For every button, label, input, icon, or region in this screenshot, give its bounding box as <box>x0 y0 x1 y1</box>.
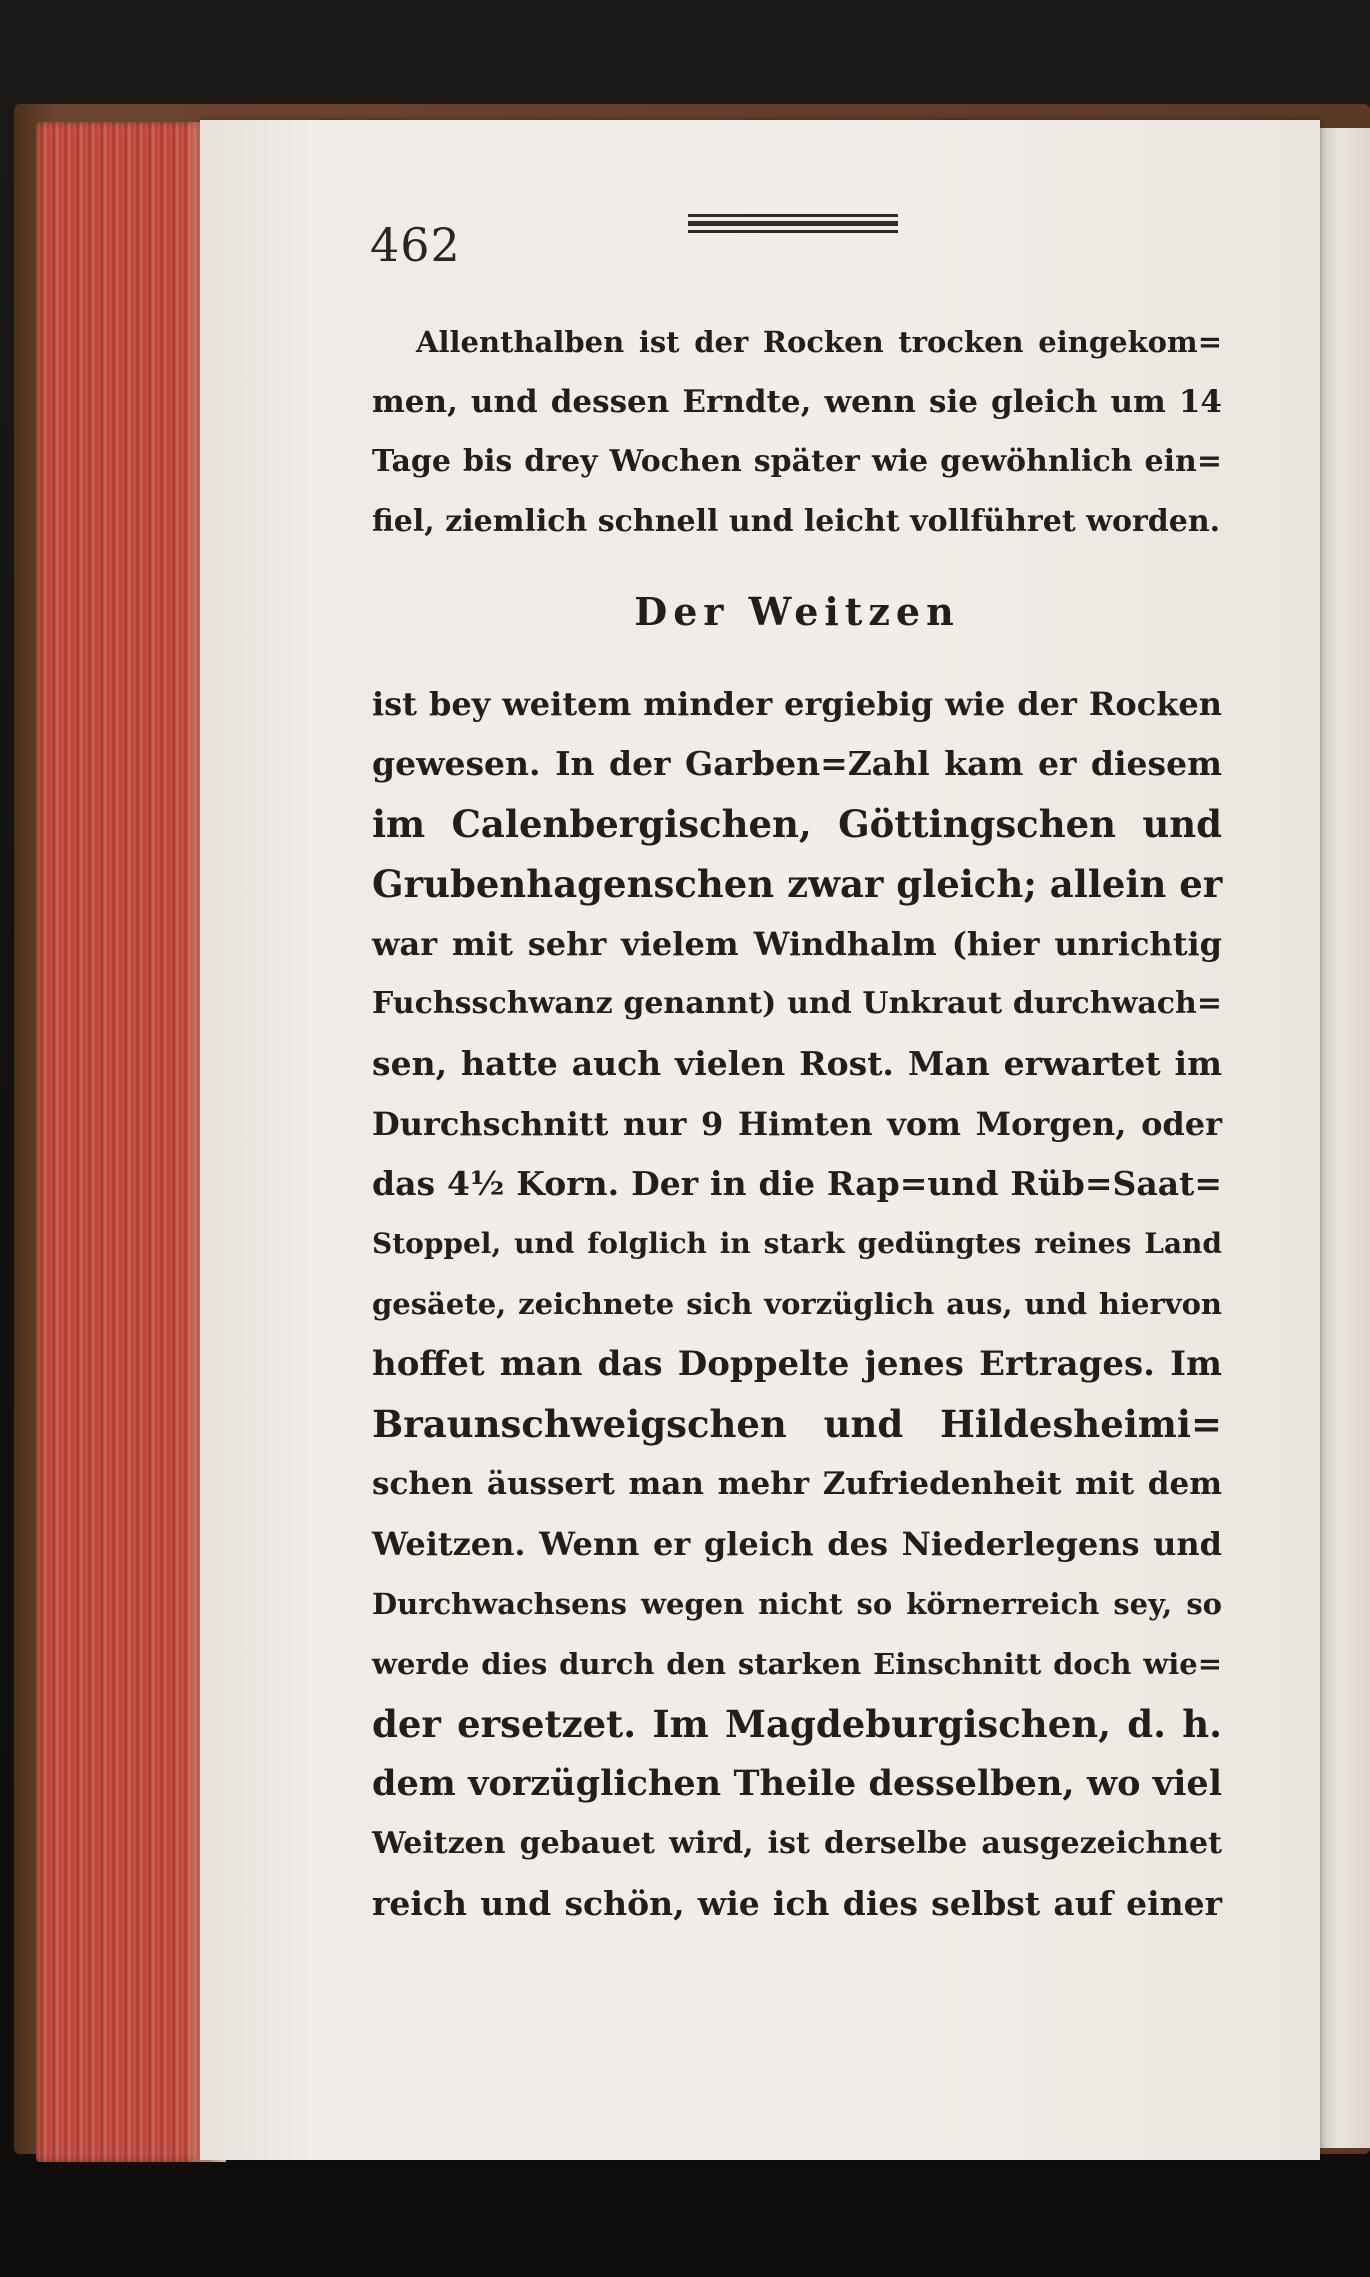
adjacent-page-edge <box>1318 128 1370 2148</box>
text-line: ist bey weitem minder ergiebig wie der Rocken <box>372 685 1222 723</box>
text-line: Grubenhagenschen zwar gleich; allein er <box>372 862 1223 906</box>
text-line: war mit sehr vielem Windhalm (hier unrichtig <box>372 925 1222 963</box>
text-line: Durchwachsens wegen nicht so körnerreich sey, so <box>372 1587 1222 1621</box>
text-line: im Calenbergischen, Göttingschen und <box>372 802 1222 846</box>
text-line: Fuchsschwanz genannt) und Unkraut durchwach= <box>372 986 1222 1021</box>
body-text <box>372 312 1222 1934</box>
text-line: schen äussert man mehr Zufriedenheit mit dem <box>372 1466 1222 1502</box>
text-line: dem vorzüglichen Theile desselben, wo viel <box>372 1763 1222 1804</box>
text-line: werde dies durch den starken Einschnitt doch wie= <box>372 1647 1222 1681</box>
text-line: gesäete, zeichnete sich vorzüglich aus, und hiervon <box>372 1287 1222 1321</box>
text-line: Allenthalben ist der Rocken trocken eingekom= <box>416 325 1222 359</box>
text-line: fiel, ziemlich schnell und leicht vollführet worden. <box>372 504 1221 539</box>
text-line: men, und dessen Erndte, wenn sie gleich um 14 <box>372 384 1222 420</box>
page-edges <box>36 122 226 2162</box>
text-line: Tage bis drey Wochen später wie gewöhnlich ein= <box>372 444 1222 479</box>
text-line: Stoppel, und folglich in stark gedüngtes reines Land <box>372 1227 1222 1260</box>
text-line: hoffet man das Doppelte jenes Ertrages. Im <box>372 1344 1222 1384</box>
header-rule <box>688 214 898 238</box>
text-line: sen, hatte auch vielen Rost. Man erwartet im <box>372 1044 1222 1083</box>
text-line: Durchschnitt nur 9 Himten vom Morgen, oder <box>372 1105 1222 1143</box>
text-line: der ersetzet. Im Magdeburgischen, d. h. <box>372 1702 1222 1746</box>
text-line: gewesen. In der Garben=Zahl kam er diesem <box>372 744 1222 783</box>
text-line: Braunschweigschen und Hildesheimi= <box>372 1402 1222 1446</box>
text-line: Weitzen. Wenn er gleich des Niederlegens und <box>372 1525 1222 1563</box>
text-line: Weitzen gebauet wird, ist derselbe ausgezeichnet <box>372 1826 1222 1861</box>
text-line: das 4½ Korn. Der in die Rap=und Rüb=Saat= <box>372 1164 1222 1203</box>
section-heading: Der Weitzen <box>634 589 960 634</box>
page-number: 462 <box>370 218 461 272</box>
text-line: reich und schön, wie ich dies selbst auf einer <box>372 1884 1222 1923</box>
